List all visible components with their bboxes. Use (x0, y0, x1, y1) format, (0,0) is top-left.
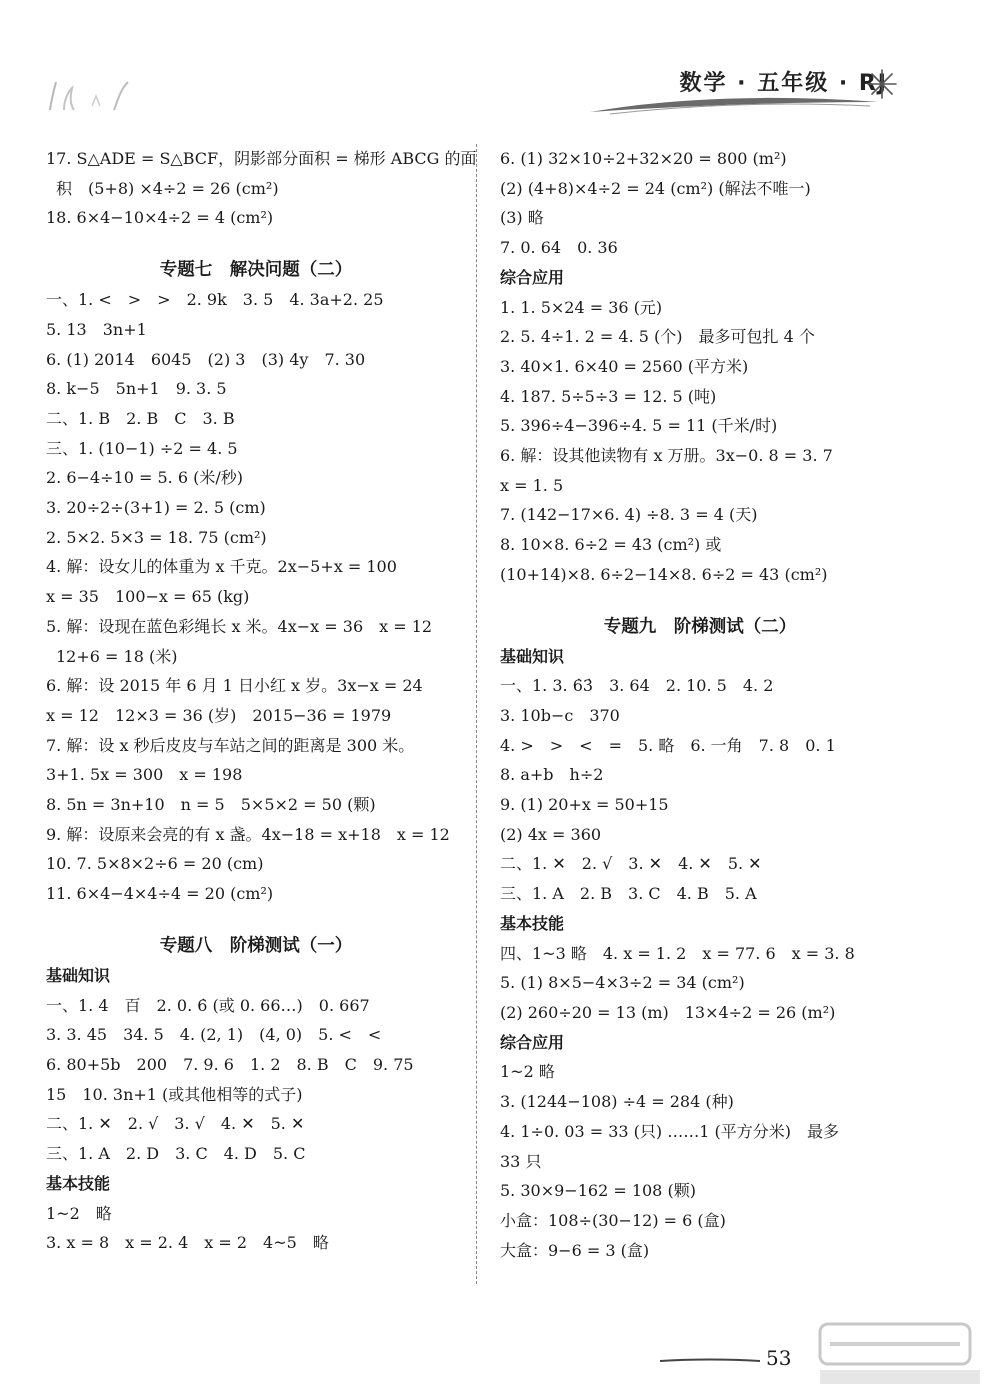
answer-line: 15 10. 3n+1 (或其他相等的式子) (46, 1084, 303, 1104)
left-answer-column (46, 144, 477, 1258)
answer-line: 17. S△ADE = S△BCF，阴影部分面积 = 梯形 ABCG 的面 (46, 149, 477, 168)
answer-line: (2) 260÷20 = 13 (m) 13×4÷2 = 26 (m²) (500, 1002, 836, 1022)
answer-line: x = 1. 5 (500, 475, 564, 495)
column-divider (476, 144, 477, 1284)
answer-line: 3. 10b−c 370 (500, 705, 620, 725)
answer-line: 一、1. < > > 2. 9k 3. 5 4. 3a+2. 25 (46, 290, 384, 310)
answer-line: 1~2 略 (46, 1203, 112, 1223)
subsection-heading: 综合应用 (500, 1032, 565, 1052)
answer-line: x = 12 12×3 = 36 (岁) 2015−36 = 1979 (46, 705, 392, 725)
answer-line: 2. 5×2. 5×3 = 18. 75 (cm²) (46, 527, 267, 547)
answer-line: 3+1. 5x = 300 x = 198 (46, 765, 243, 785)
subsection-heading: 基本技能 (500, 913, 565, 933)
answer-line: 8. 5n = 3n+10 n = 5 5×5×2 = 50 (颗) (46, 795, 376, 815)
answer-line: 5. 解：设现在蓝色彩绳长 x 米。4x−x = 36 x = 12 (46, 616, 433, 636)
answer-line: 一、1. 4 百 2. 0. 6̇ (或 0. 66…) 0. 667 (46, 995, 370, 1015)
answer-line: 8. k−5 5n+1 9. 3. 5 (46, 379, 227, 399)
answer-line: 6. 解：设 2015 年 6 月 1 日小红 x 岁。3x−x = 24 (46, 676, 423, 696)
answer-line: 11. 6×4−4×4÷4 = 20 (cm²) (46, 884, 274, 904)
answer-line: 6. 80+5b 200 7. 9. 6 1. 2 8. B C 9. 75 (46, 1054, 414, 1074)
answer-line: 小盒：108÷(30−12) = 6 (盒) (500, 1210, 726, 1230)
answer-line: 4. 187. 5÷5÷3 = 12. 5 (吨) (500, 386, 717, 406)
answer-line: 6. (1) 32×10÷2+32×20 = 800 (m²) (500, 149, 787, 168)
section-title: 专题九 阶梯测试（二） (603, 616, 797, 637)
answer-line: 3. 40×1. 6×40 = 2560 (平方米) (500, 356, 749, 376)
answer-line: 2. 6−4÷10 = 5. 6 (米/秒) (46, 468, 243, 488)
page-number: 53 (766, 1346, 792, 1370)
corner-decoration (44, 70, 144, 116)
answer-line: 7. 0. 64 0. 36 (500, 238, 618, 258)
answer-line: 四、1~3 略 4. x = 1. 2 x = 77. 6 x = 3. 8 (500, 943, 855, 963)
answer-line: 5. 396÷4−396÷4. 5 = 11 (千米/时) (500, 416, 778, 436)
subsection-heading: 基本技能 (46, 1173, 111, 1193)
section-title: 专题八 阶梯测试（一） (159, 935, 353, 956)
section-title: 专题七 解决问题（二） (159, 260, 353, 281)
right-answer-column (500, 144, 900, 1265)
answer-line: 6. (1) 2014 6045 (2) 3 (3) 4y 7. 30 (46, 349, 366, 369)
answer-line: 9. (1) 20+x = 50+15 (500, 795, 669, 815)
answer-line: 一、1. 3. 6̇3̇ 3. 64 2. 10. 5 4. 2 (500, 676, 774, 696)
star-icon (866, 68, 898, 100)
answer-line: 3. 20÷2÷(3+1) = 2. 5 (cm) (46, 498, 266, 518)
answer-line: 6. 解：设其他读物有 x 万册。3x−0. 8 = 3. 7 (500, 446, 833, 466)
answer-line: (10+14)×8. 6÷2−14×8. 6÷2 = 43 (cm²) (500, 564, 828, 584)
watermark-logo (810, 1320, 990, 1390)
answer-line: (2) (4+8)×4÷2 = 24 (cm²) (解法不唯一) (500, 178, 811, 198)
page-header-title: 数学 · 五年级 · RJ (679, 71, 888, 96)
answer-line: 5. (1) 8×5−4×3÷2 = 34 (cm²) (500, 973, 745, 993)
answer-line: 三、1. A 2. B 3. C 4. B 5. A (500, 884, 757, 904)
answer-line: 5. 30×9−162 = 108 (颗) (500, 1181, 696, 1201)
answer-line: 8. 10×8. 6÷2 = 43 (cm²) 或 (500, 535, 722, 555)
answer-line: 三、1. A 2. D 3. C 4. D 5. C (46, 1144, 306, 1164)
answer-line: 4. 解：设女儿的体重为 x 千克。2x−5+x = 100 (46, 557, 397, 577)
answer-line: 积 (5+8) ×4÷2 = 26 (cm²) (56, 178, 279, 198)
answer-line: 12+6 = 18 (米) (56, 646, 178, 666)
answer-line: 9. 解：设原来会亮的有 x 盏。4x−18 = x+18 x = 12 (46, 824, 450, 844)
answer-line: x = 35 100−x = 65 (kg) (46, 587, 250, 607)
answer-line: 4. 1÷0. 03 = 33 (只) ……1 (平方分米) 最多 (500, 1121, 839, 1141)
answer-line: 二、1. ✕ 2. √ 3. ✕ 4. ✕ 5. ✕ (500, 854, 762, 874)
subsection-heading: 基础知识 (500, 646, 565, 666)
answer-line: 5. 13 3n+1 (46, 319, 147, 339)
answer-line: 1~2 略 (500, 1062, 555, 1082)
subsection-heading: 基础知识 (46, 965, 111, 985)
answer-line: 二、1. ✕ 2. √ 3. √ 4. ✕ 5. ✕ (46, 1114, 305, 1134)
page-number-rule (660, 1357, 760, 1365)
answer-line: (2) 4x = 360 (500, 824, 602, 844)
header-swoosh-decoration (590, 92, 880, 118)
answer-line: 18. 6×4−10×4÷2 = 4 (cm²) (46, 208, 274, 228)
answer-line: 3. x = 8 x = 2. 4 x = 2 4~5 略 (46, 1233, 329, 1253)
answer-line: 3. (1244−108) ÷4 = 284 (种) (500, 1092, 734, 1112)
answer-line: 3. 3. 45 34. 5 4. (2, 1) (4, 0) 5. < < (46, 1025, 382, 1045)
answer-line: 三、1. (10−1) ÷2 = 4. 5 (46, 438, 238, 458)
answer-line: (3) 略 (500, 208, 544, 228)
subsection-heading: 综合应用 (500, 267, 565, 287)
answer-line: 33 只 (500, 1151, 542, 1171)
answer-line: 2. 5. 4÷1. 2 = 4. 5 (个) 最多可包扎 4 个 (500, 327, 815, 347)
answer-line: 7. 解：设 x 秒后皮皮与车站之间的距离是 300 米。 (46, 735, 415, 755)
answer-line: 二、1. B 2. B C 3. B (46, 408, 235, 428)
answer-line: 4. > > < = 5. 略 6. 一角 7. 8 0. 1 (500, 735, 836, 755)
answer-line: 大盒：9−6 = 3 (盒) (500, 1240, 650, 1260)
answer-line: 7. (142−17×6. 4) ÷8. 3 = 4 (天) (500, 505, 758, 525)
answer-line: 8. a+b h÷2 (500, 765, 604, 785)
answer-line: 1. 1. 5×24 = 36 (元) (500, 297, 663, 317)
answer-line: 10. 7. 5×8×2÷6 = 20 (cm) (46, 854, 264, 874)
